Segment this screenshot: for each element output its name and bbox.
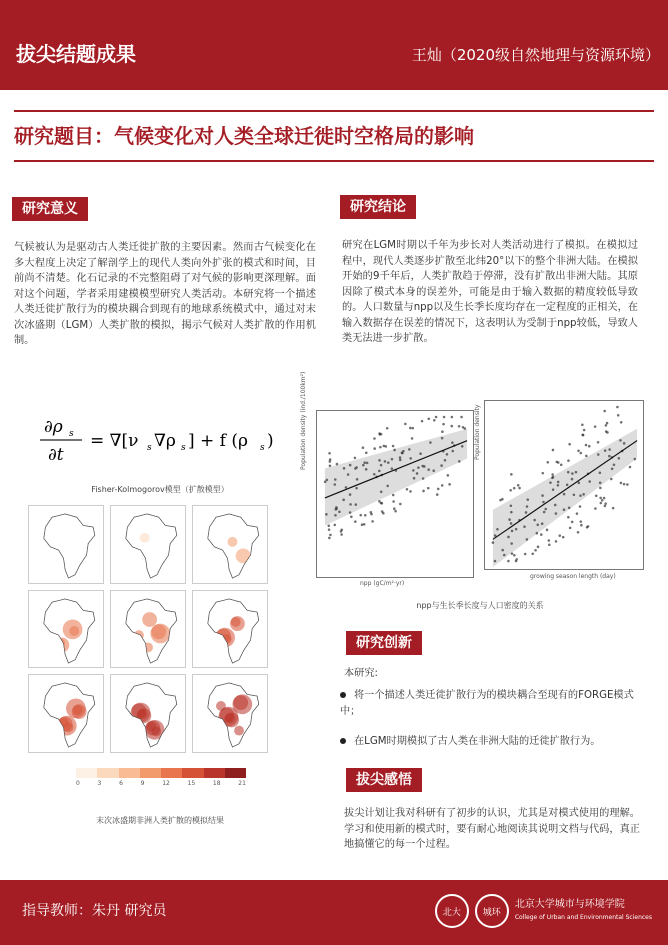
africa-map-panel [28, 505, 104, 584]
scatter-right-xlabel: growing season length (day) [530, 573, 616, 580]
equation-caption: Fisher-Kolmogorov模型（扩散模型） [91, 485, 229, 494]
header-author: 王灿（2020级自然地理与资源环境） [411, 46, 660, 64]
maps-caption: 末次冰盛期非洲人类扩散的模拟结果 [96, 816, 224, 825]
svg-text:s: s [147, 443, 152, 453]
colorbar-tick: 12 [162, 780, 170, 787]
innovation-intro: 本研究: [344, 668, 378, 679]
colorbar-tick: 18 [212, 780, 221, 787]
bullet-icon [340, 738, 346, 744]
density-colorbar [76, 768, 246, 778]
innovation-bullet-1: 将一个描述人类迁徙扩散行为的模块耦合至现有的FORGE模式中； [340, 690, 634, 717]
scatter-plot-growing-season [484, 400, 644, 570]
africa-map-panel [28, 674, 104, 753]
svg-text:∇ρ: ∇ρ [154, 431, 176, 451]
feelings-heading: 拔尖感悟 [346, 768, 422, 792]
scatter-plot-npp [316, 410, 474, 578]
conclusion-heading: 研究结论 [340, 195, 416, 219]
header-title: 拔尖结题成果 [16, 42, 136, 66]
footer-school-cn: 北京大学城市与环境学院 [514, 899, 625, 910]
innovation-heading: 研究创新 [346, 631, 422, 655]
svg-text:∂ρ: ∂ρ [44, 417, 63, 437]
title-rule-bottom [14, 160, 654, 162]
colorbar-tick: 0 [76, 780, 80, 787]
scatter-right-ylabel: Population density [474, 404, 481, 460]
colorbar-tick: 15 [187, 780, 196, 787]
footer-school-en: College of Urban and Environmental Sciences [514, 914, 652, 921]
svg-text:s: s [181, 443, 186, 453]
bullet-icon [340, 692, 346, 698]
footer-advisor: 指导教师：朱丹 研究员 [22, 903, 167, 919]
svg-text:): ) [267, 431, 274, 451]
scatter-left-xlabel: npp (gC/m²·yr) [360, 580, 405, 587]
conclusion-text: 研究在LGM时期以千年为步长对人类活动进行了模拟。在模拟过程中，现代人类逐步扩散至北纬20°以下的整个非洲大陆。在模拟开始的9千年后，人类扩散趋于停滞，没有扩散出非洲大陆。其原因除了模式本身的误差外，可能是由于输入数据的精度较低导致的。人口数量与npp以及生长季长度均存在一定程度的正相关，在输入数据存在误差的情况下，这表明认为受制于npp较低，导致人类无法进一步扩散。 [342, 240, 638, 344]
africa-map-panel [110, 590, 186, 669]
title-rule-top [14, 110, 654, 112]
research-title: 研究题目：气候变化对人类全球迁徙时空格局的影响 [14, 124, 474, 148]
footer-school [515, 898, 652, 924]
colorbar-tick: 6 [119, 780, 123, 787]
africa-maps-grid [28, 505, 268, 753]
colorbar-tick: 9 [140, 780, 145, 787]
significance-text: 气候被认为是驱动古人类迁徙扩散的主要因素。然而古气候变化在多大程度上决定了解剖学上的现代人类向外扩张的模式和时间，目前尚不清楚。化石记录的不完整阻碍了对气候的影响更深理解。面对这个问题，学者采用建模模型研究人类活动。本研究将一个描述人类迁徙扩散行为的模块耦合到现有的地球系统模式中，通过对末次冰盛期（LGM）人类扩散的模拟，揭示气候对人类扩散的作用机制。 [14, 242, 316, 346]
significance-heading: 研究意义 [12, 197, 88, 221]
africa-map-panel [28, 590, 104, 669]
africa-map-panel [110, 674, 186, 753]
scatter-left-ylabel: Population density (ind./100km²) [300, 371, 307, 470]
feelings-text: 拔尖计划让我对科研有了初步的认识，尤其是对模式使用的理解。学习和使用新的模式时，要有耐心地阅读其说明文档与代码，真正地搞懂它的每一个过程。 [344, 808, 640, 850]
equation-fisher-kolmogorov [38, 410, 288, 466]
svg-text:= ∇[ν: = ∇[ν [90, 431, 139, 451]
africa-map-panel [110, 505, 186, 584]
pku-logo-icon: 北大 [435, 894, 469, 928]
africa-map-panel [192, 505, 268, 584]
header-bar [0, 0, 668, 90]
innovation-bullet-2: 在LGM时期模拟了古人类在非洲大陆的迁徙扩散行为。 [340, 734, 660, 750]
svg-text:∂t: ∂t [48, 445, 64, 465]
scatter-caption: npp与生长季长度与人口密度的关系 [416, 601, 544, 610]
colorbar-ticks [76, 780, 246, 787]
africa-map-panel [192, 674, 268, 753]
svg-text:s: s [260, 443, 265, 453]
svg-text:s: s [69, 429, 74, 439]
svg-text:] + f (ρ: ] + f (ρ [188, 431, 249, 451]
footer-bar [0, 880, 668, 945]
college-logo-icon: 城环 [475, 894, 509, 928]
africa-map-panel [192, 590, 268, 669]
colorbar-tick: 21 [238, 780, 246, 787]
colorbar-tick: 3 [97, 780, 102, 787]
footer-logos [435, 894, 652, 928]
